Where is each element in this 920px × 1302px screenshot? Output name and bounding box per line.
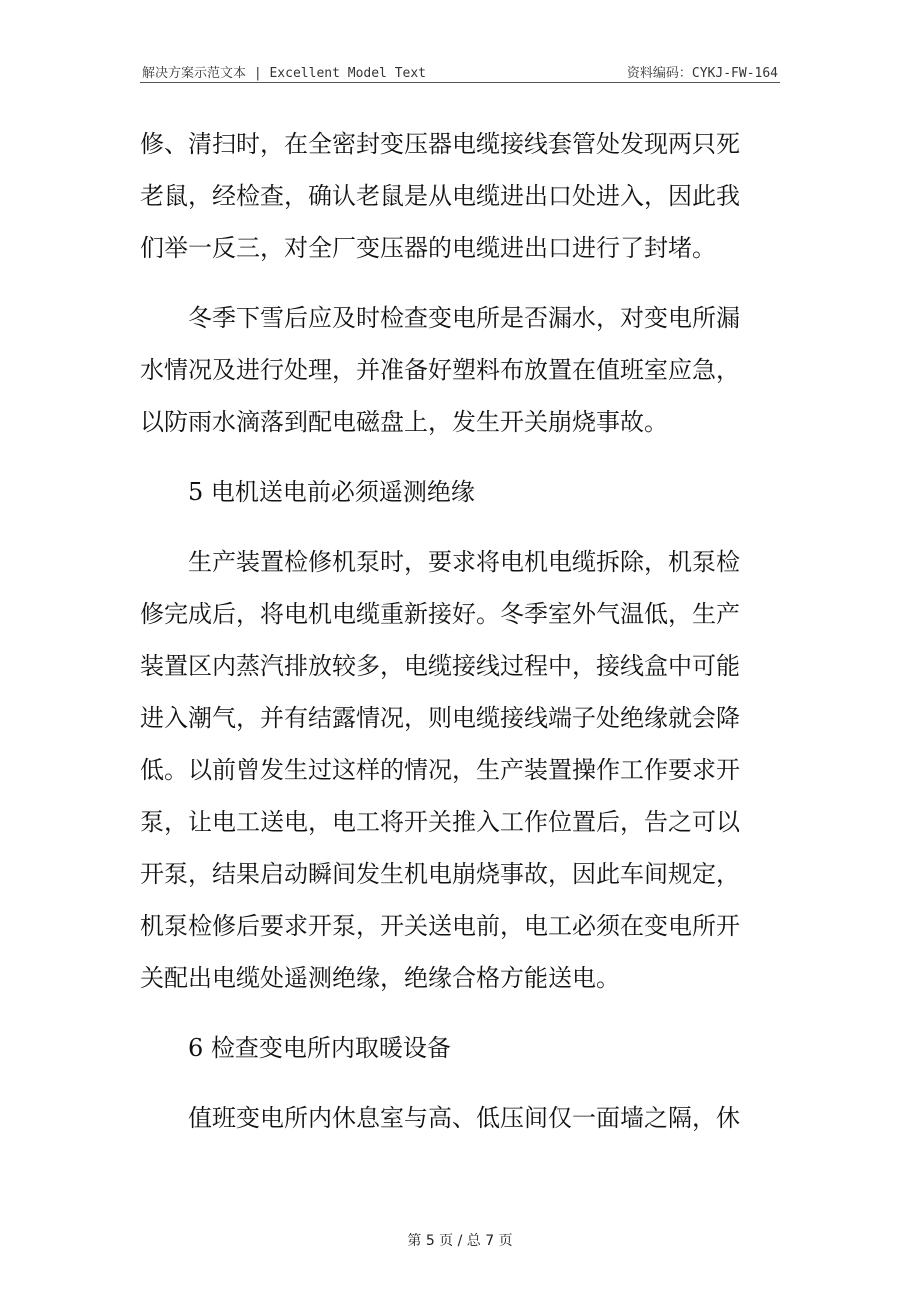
paragraph-6-line-1: 值班变电所内休息室与高、低压间仅一面墙之隔，休 [188,1104,740,1132]
paragraph-4-line-8: 机泵检修后要求开泵，开关送电前，电工必须在变电所开 [140,912,740,940]
paragraph-4-line-5: 低。以前曾发生过这样的情况，生产装置操作工作要求开 [140,756,740,784]
paragraph-4-line-3: 装置区内蒸汽排放较多，电缆接线过程中，接线盒中可能 [140,652,740,680]
paragraph-4-line-7: 开泵，结果启动瞬间发生机电崩烧事故，因此车间规定， [140,860,740,888]
page-header [140,60,780,83]
page-footer [0,1230,920,1250]
header-document-code: 资料编码：CYKJ-FW-164 [626,66,778,81]
paragraph-2-line-2: 水情况及进行处理，并准备好塑料布放置在值班室应急， [140,356,740,384]
header-title: 解决方案示范文本 | Excellent Model Text [142,66,427,81]
section-heading-5: 5 电机送电前必须遥测绝缘 [188,478,475,506]
paragraph-4-line-4: 进入潮气，并有结露情况，则电缆接线端子处绝缘就会降 [140,704,740,732]
paragraph-1-line-2: 老鼠，经检查，确认老鼠是从电缆进出口处进入，因此我 [140,182,740,210]
paragraph-1-line-1: 修、清扫时，在全密封变压器电缆接线套管处发现两只死 [140,130,740,158]
page-number: 第 5 页 / 总 7 页 [407,1233,513,1249]
document-body [140,118,784,1144]
paragraph-4-line-9: 关配出电缆处遥测绝缘，绝缘合格方能送电。 [140,964,620,992]
paragraph-2-line-1: 冬季下雪后应及时检查变电所是否漏水，对变电所漏 [188,304,740,332]
paragraph-4-line-6: 泵，让电工送电，电工将开关推入工作位置后，告之可以 [140,808,740,836]
paragraph-1-line-3: 们举一反三，对全厂变压器的电缆进出口进行了封堵。 [140,234,716,262]
paragraph-4-line-1: 生产装置检修机泵时，要求将电机电缆拆除，机泵检 [188,548,740,576]
section-heading-6: 6 检查变电所内取暖设备 [188,1034,451,1062]
paragraph-2-line-3: 以防雨水滴落到配电磁盘上，发生开关崩烧事故。 [140,408,668,436]
paragraph-4-line-2: 修完成后，将电机电缆重新接好。冬季室外气温低，生产 [140,600,740,628]
